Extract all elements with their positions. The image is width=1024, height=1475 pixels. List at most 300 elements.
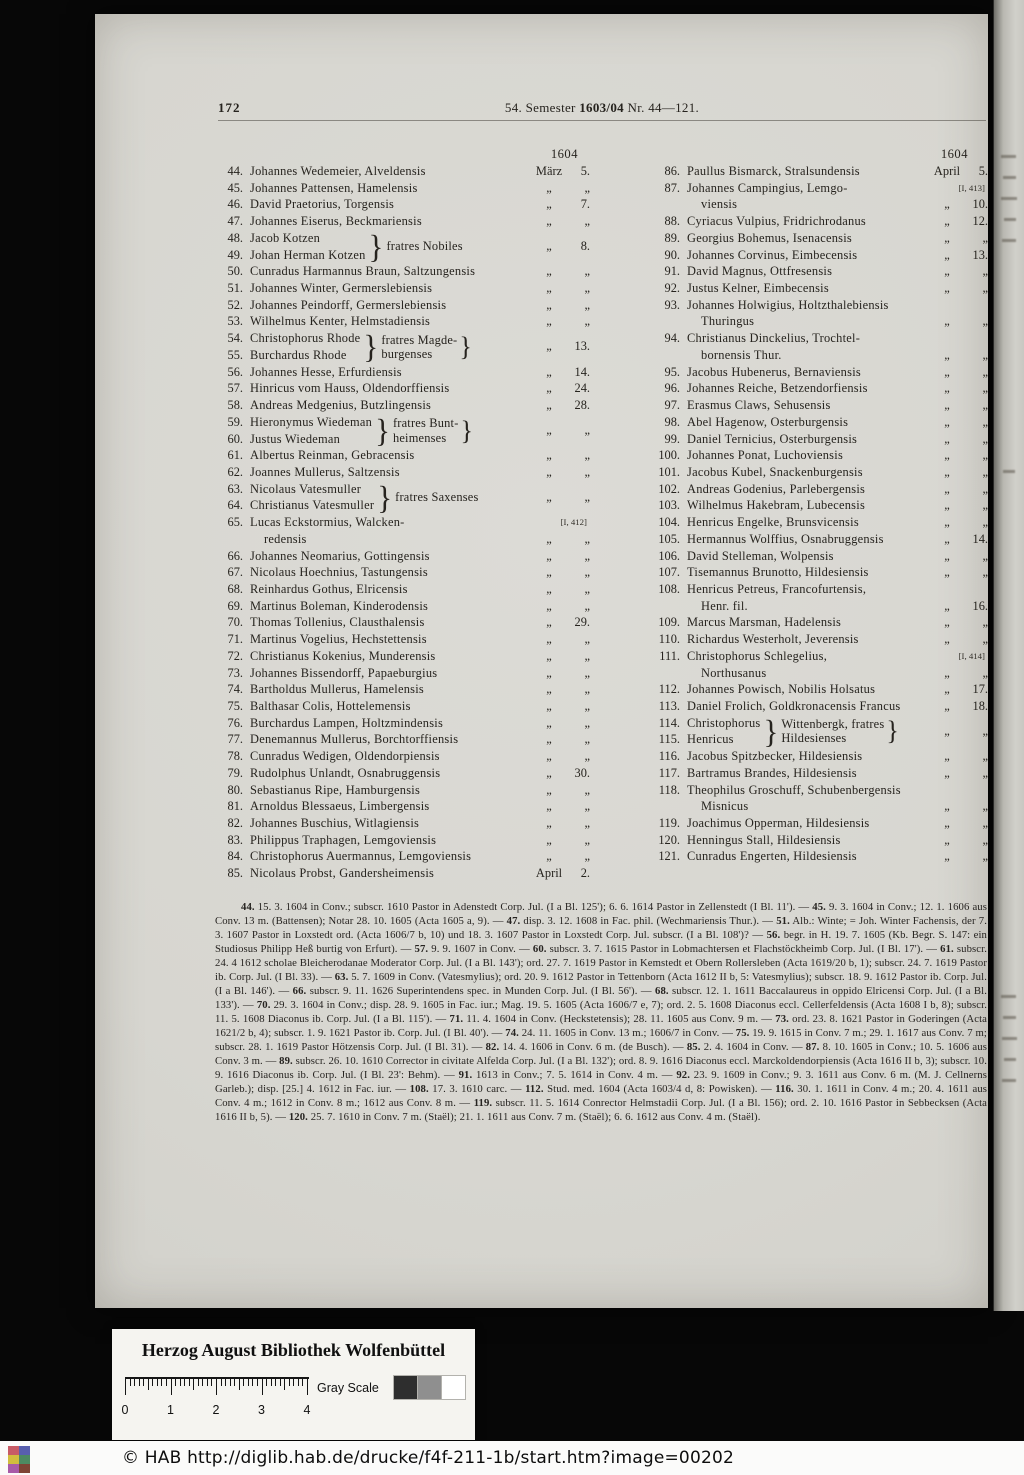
entry-date	[532, 447, 590, 464]
date-month: „	[944, 448, 950, 463]
register-entry-row	[649, 681, 988, 698]
entry-number: 64.	[227, 498, 243, 513]
entry-number: 97.	[664, 398, 680, 413]
date-day: „	[584, 832, 590, 847]
entry-name: Tisemannus Brunotto, Hildesiensis	[687, 565, 869, 580]
next-page-text-bleed	[1002, 239, 1016, 242]
entry-name: Jacob Kotzen	[250, 230, 321, 245]
entry-number: 100.	[658, 448, 680, 463]
next-page-edge	[993, 0, 1024, 1311]
entry-number: 109.	[658, 615, 680, 630]
entry-number: 117.	[658, 765, 680, 780]
next-page-text-bleed	[1001, 155, 1016, 158]
register-entry-row	[649, 280, 988, 297]
register-entry-row	[216, 397, 590, 414]
color-chip	[8, 1464, 19, 1473]
footnote-ref: 70.	[256, 999, 271, 1011]
entry-number: 90.	[664, 247, 680, 262]
scanned-page	[95, 14, 988, 1308]
date-day: „	[584, 581, 590, 596]
entry-number	[649, 347, 680, 364]
register-entry-row	[649, 313, 988, 330]
entry-number: 116.	[658, 749, 680, 764]
entry-number: 94.	[664, 331, 680, 346]
date-day: 13.	[972, 247, 988, 262]
color-chip	[8, 1455, 19, 1464]
entry-name: Henricus Engelke, Brunsvicensis	[687, 515, 859, 530]
date-month: „	[546, 581, 552, 596]
ruler-tick	[262, 1379, 263, 1395]
footnote-ref: 92.	[676, 1069, 690, 1081]
date-day: 16.	[972, 598, 988, 613]
footnote-ref: 120.	[288, 1111, 308, 1123]
entry-number: 51.	[227, 281, 243, 296]
entry-date	[532, 180, 590, 197]
entry-date	[930, 196, 988, 213]
entry-name: Jacobus Kubel, Snackenburgensis	[687, 464, 863, 479]
entry-date	[930, 531, 988, 548]
group-note	[386, 239, 462, 253]
ruler-number: 0	[121, 1403, 129, 1417]
ruler-tick	[143, 1379, 144, 1386]
date-month: „	[546, 732, 552, 747]
ruler-tick	[248, 1379, 249, 1386]
ruler-tick	[221, 1379, 222, 1386]
date-day: „	[982, 632, 988, 647]
entry-date	[930, 815, 988, 832]
entry-date	[532, 681, 590, 698]
entry-number: 104.	[658, 515, 680, 530]
date-day: „	[982, 548, 988, 563]
date-month: „	[944, 364, 950, 379]
entry-number: 102.	[658, 481, 680, 496]
date-month: „	[546, 565, 552, 580]
next-page-text-bleed	[1003, 1016, 1016, 1019]
entry-date	[532, 648, 590, 665]
date-day: „	[982, 431, 988, 446]
margin-reference: [I, 414]	[958, 650, 985, 661]
date-day: „	[584, 682, 590, 697]
footnote-ref: 87.	[805, 1041, 820, 1053]
color-chip	[19, 1455, 30, 1464]
date-month: „	[944, 548, 950, 563]
date-day: „	[982, 849, 988, 864]
date-day: „	[584, 632, 590, 647]
entry-number: 58.	[227, 398, 243, 413]
entry-date	[930, 414, 988, 431]
entry-number: 68.	[227, 581, 243, 596]
register-column-left	[216, 146, 590, 882]
date-month: „	[546, 531, 552, 546]
date-month: „	[944, 347, 950, 362]
entry-name: Misnicus	[701, 799, 749, 814]
entry-name: Wilhelmus Hakebram, Lubecensis	[687, 498, 866, 513]
entry-number: 72.	[227, 648, 243, 663]
group-name-lines	[216, 481, 374, 514]
entry-date	[532, 339, 590, 354]
entry-number: 70.	[227, 615, 243, 630]
brace-icon: }	[368, 228, 384, 265]
entry-date	[532, 614, 590, 631]
register-entry-row	[216, 313, 590, 330]
entry-name: Jacobus Hubenerus, Bernaviensis	[687, 364, 861, 379]
group-note-line: heimenses	[392, 430, 447, 445]
register-entry-row	[216, 681, 590, 698]
entry-date	[930, 213, 988, 230]
entry-number: 114.	[658, 715, 680, 730]
date-month: „	[944, 214, 950, 229]
date-month: „	[546, 180, 552, 195]
entry-number: 48.	[227, 230, 243, 245]
register-entry-row	[649, 598, 988, 615]
ruler-tick	[275, 1379, 276, 1386]
entry-date	[930, 631, 988, 648]
ruler-tick	[225, 1379, 226, 1386]
entry-number: 60.	[227, 431, 243, 446]
entry-number: 103.	[658, 498, 680, 513]
entry-date	[930, 698, 988, 715]
entry-date	[532, 815, 590, 832]
ruler-tick	[193, 1379, 194, 1390]
entry-date	[532, 698, 590, 715]
entry-name: Reinhardus Gothus, Elricensis	[250, 581, 408, 596]
entry-date	[532, 731, 590, 748]
register-entry-row	[216, 798, 590, 815]
date-day: „	[982, 381, 988, 396]
entry-date	[930, 765, 988, 782]
group-note	[381, 333, 457, 361]
entry-date	[930, 263, 988, 280]
register-entry-row	[216, 330, 360, 347]
footnote-ref: 68.	[655, 985, 669, 997]
register-entry-row	[649, 180, 988, 197]
date-day: „	[982, 448, 988, 463]
column-year-heading: 1604	[940, 147, 968, 161]
date-day: „	[982, 230, 988, 245]
ruler-number: 4	[303, 1403, 311, 1417]
entry-name: Hieronymus Wiedeman	[250, 414, 373, 429]
date-day: „	[584, 464, 590, 479]
next-page-text-bleed	[1002, 1037, 1017, 1040]
register-entry-row	[216, 748, 590, 765]
entry-number: 54.	[227, 331, 243, 346]
ruler-tick	[175, 1379, 176, 1386]
next-page-text-bleed	[1003, 470, 1015, 473]
entry-name: Martinus Boleman, Kinderodensis	[250, 598, 429, 613]
register-entry-row	[649, 581, 988, 598]
brace-icon: }	[377, 479, 393, 516]
entry-name: Nicolaus Probst, Gandersheimensis	[250, 866, 435, 881]
date-day: „	[982, 314, 988, 329]
register-entry-row	[216, 347, 360, 364]
footnote-ref: 56.	[766, 929, 781, 941]
entry-name: Denemannus Mullerus, Borchtorffiensis	[250, 732, 459, 747]
date-day: 2.	[580, 866, 590, 881]
column-year-heading: 1604	[550, 147, 578, 161]
entry-name: Burchardus Rhode	[250, 347, 347, 362]
entry-name: Daniel Frolich, Goldkronacensis Francus	[687, 699, 901, 713]
register-entry-row	[216, 364, 590, 381]
entry-number: 93.	[664, 297, 680, 312]
date-day: „	[584, 531, 590, 546]
entry-name: Christophorus Schlegelius,	[687, 648, 828, 663]
register-entry-row	[649, 247, 988, 264]
date-month: „	[546, 448, 552, 463]
entry-date	[930, 798, 988, 815]
ruler-tick	[298, 1379, 299, 1386]
entry-name: Henricus	[687, 732, 734, 747]
footnote-ref: 73.	[775, 1013, 789, 1025]
date-day: „	[982, 515, 988, 530]
register-entry-row	[216, 564, 590, 581]
entry-number: 63.	[227, 481, 243, 496]
register-entry-row	[649, 648, 988, 665]
running-head	[218, 100, 986, 118]
entry-number: 107.	[658, 565, 680, 580]
date-day: 5.	[580, 164, 590, 178]
date-month: „	[546, 765, 552, 780]
entry-number: 79.	[227, 765, 243, 780]
register-entry-row	[649, 815, 988, 832]
date-day: 10.	[972, 197, 988, 212]
group-note	[393, 416, 459, 444]
entry-name: viensis	[701, 197, 738, 212]
date-month: „	[546, 632, 552, 647]
date-month: „	[944, 230, 950, 245]
next-page-text-bleed	[1003, 176, 1016, 179]
entry-name: Cunradus Engerten, Hildesiensis	[687, 849, 857, 864]
register-entry-row	[216, 414, 372, 431]
date-month: „	[944, 765, 950, 780]
entry-date	[532, 748, 590, 765]
register-entry-group	[216, 414, 590, 447]
entry-date	[532, 848, 590, 865]
entry-date	[532, 782, 590, 799]
entry-number	[649, 798, 680, 815]
entry-name: Nicolaus Vatesmuller	[250, 481, 362, 496]
date-month: „	[944, 197, 950, 212]
register-entry-row	[216, 514, 590, 531]
date-day: 13.	[574, 339, 590, 354]
entry-number: 115.	[658, 732, 680, 747]
entry-name: Joannes Mullerus, Saltzensis	[250, 464, 400, 479]
register-entry-row	[649, 213, 988, 230]
date-day: „	[584, 598, 590, 613]
register-entry-row	[216, 447, 590, 464]
next-page-text-bleed	[1002, 1079, 1016, 1082]
entry-date	[930, 497, 988, 514]
group-name-lines	[216, 414, 372, 447]
date-month: „	[546, 381, 552, 396]
footnote-ref: 71.	[449, 1013, 464, 1025]
register-entry-group	[649, 715, 988, 748]
ruler-tick	[125, 1379, 126, 1395]
date-month: „	[546, 489, 552, 504]
register-entry-row	[216, 715, 590, 732]
footnote-ref: 116.	[775, 1083, 794, 1095]
group-name-lines	[216, 330, 360, 363]
entry-number: 76.	[227, 715, 243, 730]
entry-name: Andreas Medgenius, Butzlingensis	[250, 398, 432, 413]
footnote-ref: 74.	[505, 1027, 519, 1039]
entry-name: Theophilus Groschuff, Schubenbergensis	[687, 782, 901, 797]
date-month: „	[546, 799, 552, 814]
entry-number: 91.	[664, 264, 680, 279]
entry-date	[532, 865, 590, 882]
entry-name: Johannes Powisch, Nobilis Holsatus	[687, 682, 876, 697]
date-day: „	[584, 264, 590, 279]
footnotes-block: 44. 15. 3. 1604 in Conv.; subscr. 1610 Pastor in Adenstedt Corp. Jul. (I a Bl. 125'); 6. 6. 1614 Pastor in Zellenstedt (I Bl. 11'). — 45. 9. 3. 1604 in Conv.; 12. 1. 1606 aus Conv. 13 m. (Battensen); Notar 28. 10. 1605 (Acta 1605 a, 9). — 47. disp. 3. 12. 1608 in Fac. phil. (Wechmariensis Thur.). — 51. Alb.: Winte; = Joh. Winter Fachensis, der 7. 3. 1607 Pastor in Loxstedt ord. (Acta 1606/7 b, 10) und 18. 3. 1607 Pastor in Loxstedt Corp. Jul. subscr. (I a Bl. 108')? — 56. begr. in H. 19. 7. 1605 (Kb. Begr. S. 147: ein Studiosus Philipp Heß burtig von Erfurt). — 57. 9. 9. 1607 in Conv. — 60. subscr. 3. 7. 1615 Pastor in Lobmachtersen et Flachstöckheimb Corp. Jul. (I Bl. 17'). — 61. subscr. 24. 4 1612 scholae Bleicherodanae Moderator Corp. Jul. (I a Bl. 143'); ord. 27. 7. 1619 Pastor in Kemstedt et Obern Rollersleben (Acta 1619/20 b, 1); subscr. 24. 7. 1619 Pastor ib. Corp. Jul. (I Bl. 33). — 63. 5. 7. 1609 in Conv. (Vatesmylius); ord. 20. 9. 1612 Pastor in Tettenborn (Acta 1612 II b, 5: Vatesmylius); subscr. 18. 9. 1612 Pastor ib. Corp. Jul. (I a Bl. 146'). — 66. subscr. 9. 11. 1626 Superintendens spec. in Munden Corp. Jul. (I Bl. 56'). — 68. subscr. 12. 1. 1611 Baccalaureus in oppido Elricensi Corp. Jul. (I a Bl. 133'). — 70. 29. 3. 1604 in Conv.; disp. 28. 9. 1605 in Fac. iur.; Mag. 19. 5. 1605 (Acta 1606/7 e, 7); ord. 2. 5. 1608 Diaconus eccl. Cellerfeldensis (Acta 1608 I b, 8); subscr. 11. 5. 1608 Diaconus ib. Corp. Jul. (I a Bl. 115'). — 71. 11. 4. 1604 in Conv. (Heckstetensis); 28. 11. 1605 aus Conv. 9 m. — 73. ord. 23. 8. 1621 Pastor in Goderingen (Acta 1621/2 b, 4); subscr. 1. 9. 1621 Pastor ib. Corp. Jul. (I Bl. 40'). — 74. 24. 11. 1605 in Conv. 13 m.; 1606/7 in Conv. — 75. 19. 9. 1615 in Conv. 7 m.; 29. 1. 1617 aus Conv. 7 m; subscr. 28. 1. 1619 Pastor Hötzensis Corp. Jul. (I Bl. 31). — 82. 14. 4. 1606 in Conv. 6 m. (de Busch). — 85. 2. 4. 1604 in Conv. — 87. 8. 10. 1605 in Conv.; 10. 5. 1606 aus Conv. 3 m. — 89. subscr. 26. 10. 1610 Corrector in civitate Alfelda Corp. Jul. (I a Bl. 132'); ord. 8. 9. 1616 Diaconus eccl. Marckoldendorpiensis (Acta 1616 II b, 3); subscr. 10. 9. 1616 Diaconus ib. Corp. Jul. (I Bl. 23': Behm). — 91. 1613 in Conv.; 7. 5. 1614 in Conv. 4 m. — 92. 23. 9. 1609 in Conv.; 9. 3. 1611 aus Conv. 6 m. (M. J. Cellnerns Garleb.); disp. [25.] 4. 1612 in Fac. iur. — 108. 17. 3. 1610 carc. — 112. Stud. med. 1604 (Acta 1603/4 d, 8: Powisken). — 116. 30. 1. 1611 in Conv. 4 m.; 20. 4. 1611 aus Conv. 4 m.; 1612 in Conv. 8 m.; 1612 aus Conv. 8 m. — 119. subscr. 11. 5. 1614 Conrector Helmstadii Corp. Jul. (I a Bl. 156); ord. 2. 10. 1616 Pastor in Sebbecksen (Acta 1616 II b, 5). — 120. 25. 7. 1610 in Conv. 7 m. (Staël); 21. 1. 1611 aus Conv. 7 m. (Staël); 6. 6. 1612 aus Conv. 4 m. (Staël).	[215, 901, 988, 1123]
entry-date	[930, 431, 988, 448]
running-head-title-post: Nr. 44—121.	[623, 100, 700, 115]
register-entry-row	[216, 848, 590, 865]
entry-name: Johannes Campingius, Lemgo-	[687, 180, 848, 195]
copyright-url-text: © HAB http://diglib.hab.de/drucke/f4f-211-1b/start.htm?image=00202	[122, 1448, 735, 1468]
next-page-text-bleed	[1004, 218, 1016, 221]
date-month: „	[546, 398, 552, 413]
entry-date	[930, 665, 988, 682]
entry-date	[532, 531, 590, 548]
ruler-numbers	[121, 1403, 311, 1418]
entry-date	[532, 490, 590, 505]
register-entry-row	[216, 581, 590, 598]
register-entry-row	[216, 263, 590, 280]
date-day: „	[982, 765, 988, 780]
entry-date	[930, 564, 988, 581]
date-day: „	[982, 832, 988, 847]
date-month: „	[944, 632, 950, 647]
entry-number: 113.	[658, 699, 680, 713]
date-day: „	[584, 281, 590, 296]
entry-number: 66.	[227, 548, 243, 563]
entry-name: Johannes Bissendorff, Papaeburgius	[250, 665, 438, 680]
entry-name: Martinus Vogelius, Hechstettensis	[250, 632, 427, 647]
entry-date	[532, 280, 590, 297]
gray-scale-label: Gray Scale	[317, 1381, 379, 1395]
ruler-number: 1	[167, 1403, 174, 1417]
date-month: „	[546, 782, 552, 797]
entry-number: 86.	[664, 164, 680, 178]
date-day: „	[982, 565, 988, 580]
entry-name: Christianus Dinckelius, Trochtel-	[687, 331, 861, 346]
date-month: „	[944, 515, 950, 530]
register-entry-row	[216, 297, 590, 314]
register-entry-row	[649, 548, 988, 565]
entry-number: 95.	[664, 364, 680, 379]
register-entry-row	[649, 347, 988, 364]
ruler-tick	[234, 1379, 235, 1386]
date-month: „	[944, 498, 950, 513]
date-month: „	[944, 431, 950, 446]
date-month: „	[546, 665, 552, 680]
date-month: „	[944, 615, 950, 630]
date-month: „	[944, 247, 950, 262]
entry-name: Johannes Ponat, Luchoviensis	[687, 448, 844, 463]
entry-name: bornensis Thur.	[701, 347, 782, 362]
gray-swatch	[441, 1375, 466, 1400]
register-entry-row	[216, 614, 590, 631]
ruler-tick	[230, 1379, 231, 1386]
date-month: „	[944, 723, 950, 738]
register-entry-row	[649, 364, 988, 381]
entry-number: 99.	[664, 431, 680, 446]
copyright-bar	[0, 1441, 1024, 1475]
date-day: 7.	[580, 197, 590, 212]
entry-name: Wilhelmus Kenter, Helmstadiensis	[250, 314, 431, 329]
register-entry-row	[216, 213, 590, 230]
register-entry-row	[216, 196, 590, 213]
date-day: „	[982, 281, 988, 296]
date-month: „	[546, 281, 552, 296]
date-day: „	[982, 816, 988, 831]
entry-date	[930, 380, 988, 397]
ruler-tick	[189, 1379, 190, 1386]
entry-date	[532, 765, 590, 782]
register-entry-row	[649, 464, 988, 481]
ruler-tick	[257, 1379, 258, 1386]
entry-name: Thuringus	[701, 314, 755, 329]
brace-icon: }	[460, 414, 474, 446]
entry-number: 83.	[227, 832, 243, 847]
entry-number: 59.	[227, 414, 243, 429]
register-entry-row	[649, 564, 988, 581]
library-name: Herzog August Bibliothek Wolfenbüttel	[141, 1340, 446, 1360]
entry-number: 65.	[227, 515, 243, 530]
entry-number: 69.	[227, 598, 243, 613]
register-entry-row	[216, 598, 590, 615]
entry-date	[930, 230, 988, 247]
date-day: „	[982, 723, 988, 738]
entry-number: 82.	[227, 816, 243, 831]
entry-name: Johannes Reiche, Betzendorfiensis	[687, 381, 868, 396]
date-month: „	[546, 832, 552, 847]
register-entry-row	[216, 548, 590, 565]
entry-number: 77.	[227, 732, 243, 747]
entry-number: 105.	[658, 531, 680, 546]
date-month: „	[944, 816, 950, 831]
register-entry-row	[649, 848, 988, 865]
register-entry-row	[216, 631, 590, 648]
entry-name: Johannes Buschius, Witlagiensis	[250, 816, 420, 831]
entry-number: 112.	[658, 682, 680, 697]
brace-icon: }	[459, 331, 472, 362]
date-day: „	[982, 481, 988, 496]
register-entry-row	[216, 247, 366, 264]
date-month: „	[546, 297, 552, 312]
entry-date	[930, 280, 988, 297]
date-month: „	[546, 598, 552, 613]
entry-number: 96.	[664, 381, 680, 396]
entry-number	[649, 313, 680, 330]
entry-number: 84.	[227, 849, 243, 864]
register-entry-row	[649, 631, 988, 648]
date-month: „	[944, 264, 950, 279]
ruler-tick	[184, 1379, 185, 1386]
ruler-tick	[284, 1379, 285, 1390]
entry-number: 80.	[227, 782, 243, 797]
entry-name: Northusanus	[701, 665, 767, 680]
date-month: „	[944, 381, 950, 396]
entry-name: Balthasar Colis, Hottelemensis	[250, 699, 411, 713]
entry-date	[532, 423, 590, 438]
date-day: „	[982, 799, 988, 814]
entry-date	[532, 548, 590, 565]
date-day: „	[584, 565, 590, 580]
date-month: „	[546, 548, 552, 563]
date-day: „	[584, 782, 590, 797]
date-month: „	[546, 264, 552, 279]
color-calibration-strip	[8, 1446, 30, 1473]
